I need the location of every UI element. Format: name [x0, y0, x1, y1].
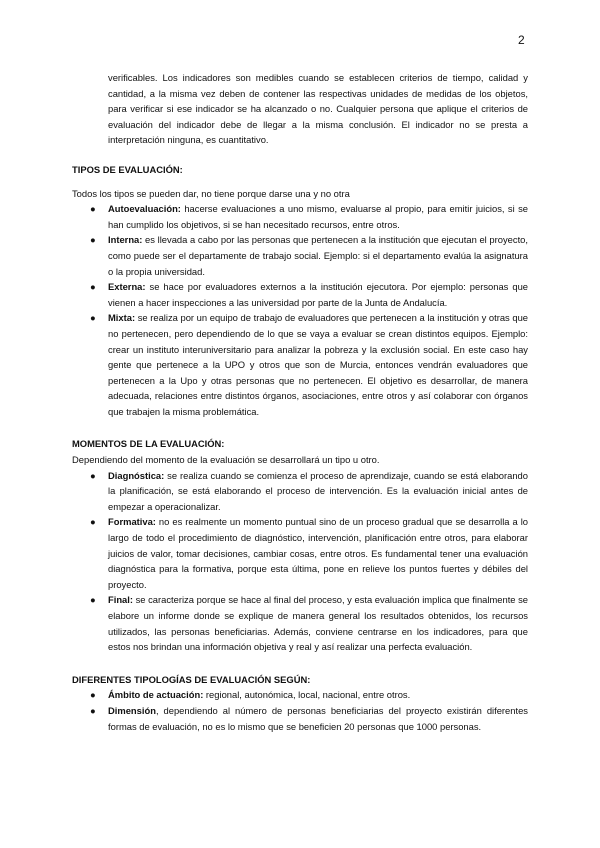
section-intro-tipos: Todos los tipos se pueden dar, no tiene porque darse una y no otra [72, 187, 350, 199]
bullet-icon: ● [90, 704, 96, 716]
list-item [72, 310, 528, 419]
document-body [72, 70, 528, 734]
bullet-icon: ● [90, 689, 96, 701]
bullet-icon: ● [90, 516, 96, 528]
item-text: se realiza cuando se comienza el proceso de aprendizaje, cuando se está elaborando la planificación, se está elaborando el proceso de intervención. Es la evaluación inicial antes de empezar a operacionalizar. [108, 469, 528, 512]
item-term: Externa: [108, 281, 146, 293]
bullet-icon: ● [90, 281, 96, 293]
list-item [72, 201, 528, 232]
item-term: Formativa: [108, 516, 156, 528]
list-item [72, 279, 528, 310]
bullet-icon: ● [90, 312, 96, 324]
item-text: hacerse evaluaciones a uno mismo, evaluarse al propio, para emitir juicios, si se han cumplido los objetivos, si se han necesitado recursos, entre otros. [108, 203, 528, 230]
section-heading-momentos: MOMENTOS DE LA EVALUACIÓN: [72, 438, 225, 450]
list-item [72, 592, 528, 654]
item-term: Dimensión [108, 704, 156, 716]
item-term: Ámbito de actuación: [108, 689, 204, 701]
section-intro-momentos: Dependiendo del momento de la evaluación se desarrollará un tipo u otro. [72, 454, 380, 466]
item-term: Mixta: [108, 312, 136, 324]
section-heading-tipologias: DIFERENTES TIPOLOGÍAS DE EVALUACIÓN SEGÚN: [72, 673, 311, 685]
item-text: es llevada a cabo por las personas que pertenecen a la institución que ejecutan el proyecto, como puede ser el departamente de trabajo social. Ejemplo: si el departamento evalúa la asignatura o la propia universidad. [108, 234, 528, 277]
list-item [72, 687, 528, 703]
bullet-icon: ● [90, 234, 96, 246]
item-term: Diagnóstica: [108, 469, 165, 481]
bullet-icon: ● [90, 469, 96, 481]
tipos-list [72, 201, 528, 419]
item-text: se hace por evaluadores externos a la institución ejecutora. Por ejemplo: personas que vienen a hacer inspecciones a las universidad por parte de la Junta de Andalucía. [108, 281, 528, 308]
section-heading-tipos: TIPOS DE EVALUACIÓN: [72, 163, 183, 175]
item-text: no es realmente un momento puntual sino de un proceso gradual que se desarrolla a lo largo de todo el procedimiento de diagnóstico, intervención, planificación entre otros, para elaborar juicios de valor, tomar decisiones, cambiar cosas, entre otros. Es fundamental tener una evaluación diagnóstica para la formativa, porque esta última, pone en relieve los puntos fuertes y débiles del proyecto. [108, 516, 528, 590]
item-text: se caracteriza porque se hace al final del proceso, y esta evaluación implica que finalmente se elabore un informe donde se explique de manera general los resultados obtenidos, los recursos utilizados, las personas beneficiarias. Además, conviene centrarse en los indicadores, para que estos nos brindan una información objetiva y real y así realizar una perfecta evaluación. [108, 594, 529, 653]
tipologias-list [72, 687, 528, 734]
list-item [72, 703, 528, 734]
bullet-icon: ● [90, 203, 96, 215]
list-item [72, 232, 528, 279]
bullet-icon: ● [90, 594, 96, 606]
list-item [72, 514, 528, 592]
item-term: Interna: [108, 234, 143, 246]
list-item [72, 468, 528, 515]
intro-paragraph: verificables. Los indicadores son medibles cuando se establecen criterios de tiempo, calidad y cantidad, a la misma vez deben de contener las respectivas unidades de medidas de los objetos, para verificar si ese indicador se ha alcanzado o no. Cualquier persona que aplique el criterios de evaluación del indicador debe de llegar a la misma conclusión. El indicador no se presta a interpretación ninguna, es cuantitativo. [108, 72, 528, 146]
item-text: , dependiendo al número de personas beneficiarias del proyecto existirán diferentes formas de evaluación, no es lo mismo que se beneficien 20 personas que 1000 personas. [108, 704, 528, 732]
item-term: Final: [108, 594, 133, 606]
item-text: se realiza por un equipo de trabajo de evaluadores que pertenecen a la institución y otras que no pertenecen, pero dependiendo de lo que se vaya a evaluar se crean distintos equipos. Ejemplo: crear un instituto interuniversitario para analizar la pobreza y la exclusión social. En este caso hay gente que pertenece a la UPO y otros que son de Murcia, entonces vendrán evaluadores que pertenecen a la Upo y otras personas que no pertenecen. El objetivo es desarrollar, de manera adecuada, relaciones entre distintos órganos, asociaciones, entre otros y así colaborar con órganos que trabajen la misma problemática. [108, 312, 528, 417]
item-term: Autoevaluación: [108, 203, 181, 215]
page-number: 2 [518, 33, 525, 47]
item-text: regional, autonómica, local, nacional, entre otros. [203, 689, 411, 701]
momentos-list [72, 468, 528, 655]
